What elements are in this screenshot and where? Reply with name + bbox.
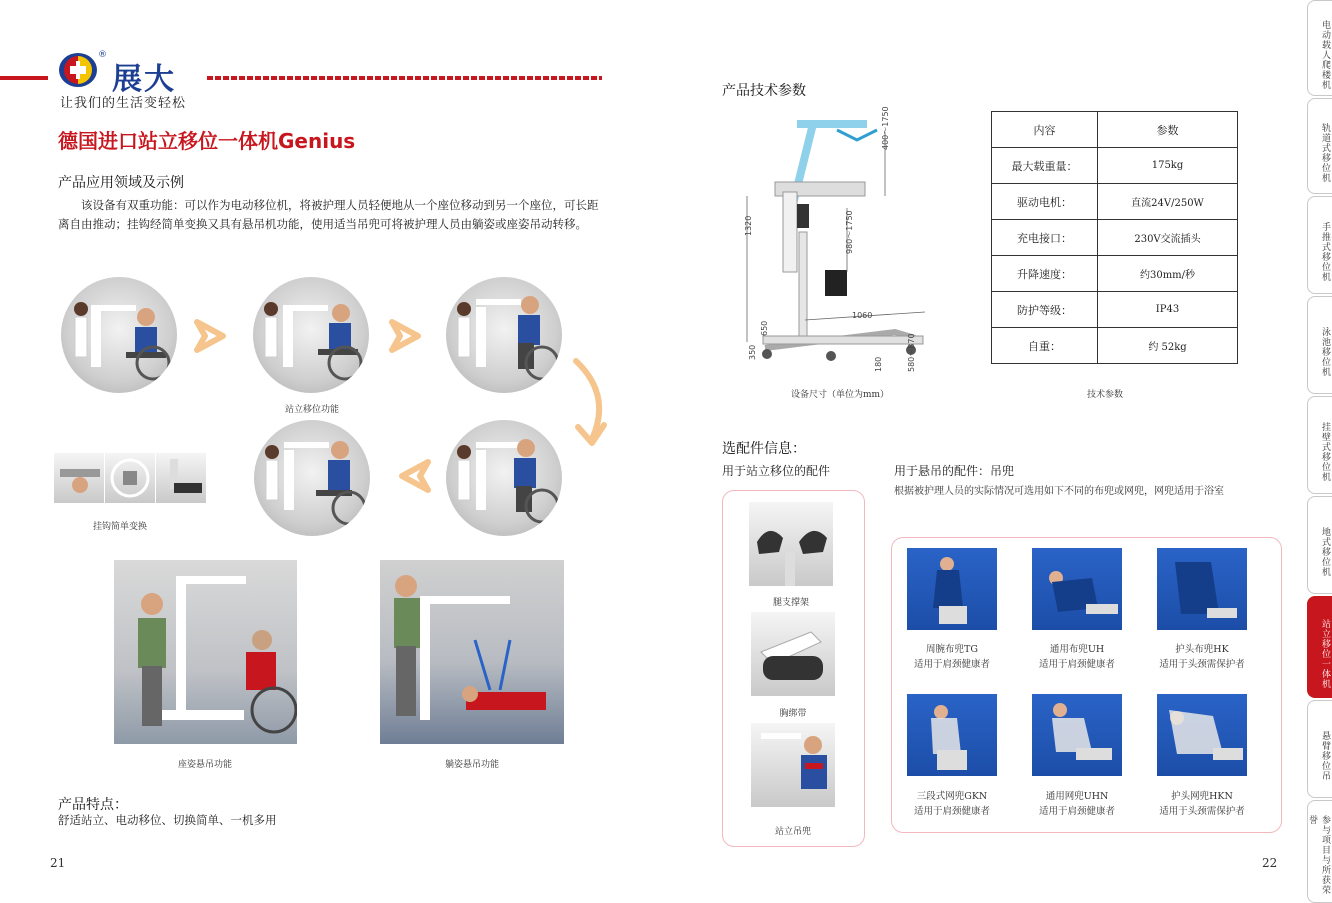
sling-tg-image	[907, 548, 997, 630]
sling-note: 适用于肩颈健康者	[1038, 806, 1115, 817]
dim-base-depth: 650	[760, 320, 769, 336]
caption-hook: 挂钩简单变换	[92, 522, 147, 532]
section-application-heading: 产品应用领域及示例	[58, 175, 184, 191]
arrow-left-icon	[388, 458, 432, 498]
sling-name: 通用布兜UH	[1049, 644, 1105, 655]
sling-note: 适用于肩颈健康者	[1038, 659, 1115, 670]
lie-lift-photo	[380, 560, 564, 744]
leg-support-image	[749, 502, 833, 586]
sling-name: 通用网兜UHN	[1045, 791, 1109, 802]
dim-lift-range: 400～1750	[881, 106, 890, 150]
features-text: 舒适站立、电动移位、切换简单、一机多用	[58, 813, 277, 827]
sit-lift-photo	[114, 560, 297, 744]
tab-wall-lift[interactable]: 挂壁式移位机	[1307, 396, 1332, 494]
sling-note: 适用于肩颈健康者	[913, 806, 990, 817]
spec-row	[992, 220, 1238, 256]
brand-logo-icon	[58, 52, 102, 88]
spec-row	[992, 184, 1238, 220]
sling-uhn-caption	[1022, 789, 1132, 819]
page-number-right: 22	[1262, 856, 1278, 870]
standing-sling-caption: 站立吊兜	[774, 827, 811, 837]
sling-name: 护头网兜HKN	[1171, 791, 1233, 802]
spec-key: 防护等级：	[992, 292, 1098, 328]
section-features-heading: 产品特点：	[58, 797, 128, 813]
spec-row	[992, 256, 1238, 292]
dim-height: 1320	[744, 215, 753, 236]
header-line-left	[0, 76, 48, 80]
caption-lie-lift: 躺姿悬吊功能	[444, 760, 499, 770]
spec-value: 直流24V/250W	[1098, 184, 1238, 220]
standing-sling-image	[751, 723, 835, 807]
spec-table-header	[992, 112, 1238, 148]
sling-note: 适用于头颈需保护者	[1159, 659, 1245, 670]
acc-sling-description: 根据被护理人员的实际情况可选用如下不同的布兜或网兜，网兜适用于浴室	[894, 486, 1224, 497]
acc-sling-title: 用于悬吊的配件：吊兜	[894, 464, 1015, 478]
product-description: 该设备有双重功能：可以作为电动移位机，将被护理人员轻便地从一个座位移动到另一个座位，可长距离自由推动；挂钩经简单变换又具有悬吊机功能，使用适当吊兜可将被护理人员由躺姿或座姿吊动转移。	[58, 198, 599, 231]
sling-note: 适用于肩颈健康者	[913, 659, 990, 670]
sling-gkn-image	[907, 694, 997, 776]
tab-floor-lift[interactable]: 地式移位机	[1307, 496, 1332, 594]
sling-uh-caption	[1022, 642, 1132, 672]
brand-name: 展大	[112, 62, 176, 97]
acc-standing-title: 用于站立移位的配件	[722, 464, 831, 478]
arrow-curve-down-icon	[568, 355, 618, 454]
spec-key: 升降速度：	[992, 256, 1098, 292]
tab-track-lift[interactable]: 轨道式移位机	[1307, 98, 1332, 194]
page-number-left: 21	[50, 856, 66, 870]
sling-gkn-caption	[897, 789, 1007, 819]
arrow-right-1-icon	[193, 318, 237, 358]
transfer-step-5-image	[254, 420, 370, 536]
section-specs-heading: 产品技术参数	[722, 83, 806, 99]
dim-seat: 350	[748, 344, 757, 360]
hook-change-image-3	[156, 453, 206, 503]
transfer-step-3-image	[446, 277, 562, 393]
header-line-right	[207, 76, 602, 80]
spec-key: 自重：	[992, 328, 1098, 364]
spec-value: 约 52kg	[1098, 328, 1238, 364]
tab-manual-lift[interactable]: 手推式移位机	[1307, 196, 1332, 294]
dim-clearance: 180	[874, 356, 883, 372]
spec-header-key: 内容	[992, 112, 1098, 148]
spec-row	[992, 292, 1238, 328]
transfer-step-1-image	[61, 277, 177, 393]
chest-strap-caption: 胸绑带	[779, 709, 807, 719]
sling-uhn-image	[1032, 694, 1122, 776]
hook-change-image-2	[105, 453, 155, 503]
page-title: 德国进口站立移位一体机Genius	[58, 129, 356, 153]
caption-sit-lift: 座姿悬吊功能	[177, 760, 232, 770]
tab-cantilever-lift[interactable]: 悬臂移位吊	[1307, 700, 1332, 798]
sling-name: 周腕布兜TG	[926, 644, 978, 655]
spec-key: 充电接口：	[992, 220, 1098, 256]
dim-arm-range: 980～1750	[845, 210, 854, 254]
tab-standing-lift[interactable]: 站立移位一体机	[1307, 596, 1332, 698]
sling-hkn-image	[1157, 694, 1247, 776]
tab-stair-climber[interactable]: 电动载人爬楼机	[1307, 0, 1332, 96]
sling-hk-image	[1157, 548, 1247, 630]
spec-value: IP43	[1098, 292, 1238, 328]
section-accessories-heading: 选配件信息：	[722, 441, 806, 457]
dim-width-range: 580～870	[907, 333, 916, 372]
spec-row	[992, 148, 1238, 184]
spec-value: 175kg	[1098, 148, 1238, 184]
sling-name: 护头布兜HK	[1175, 644, 1229, 655]
sling-name: 三段式网兜GKN	[916, 791, 988, 802]
transfer-step-4-image	[446, 420, 562, 536]
spec-table	[991, 111, 1238, 364]
sling-tg-caption	[897, 642, 1007, 672]
spec-row	[992, 328, 1238, 364]
diagram-caption: 设备尺寸（单位为mm）	[790, 390, 890, 400]
tab-projects-honors[interactable]: 参与项目与所获荣誉	[1307, 800, 1332, 903]
table-caption: 技术参数	[1086, 390, 1123, 400]
sling-hkn-caption	[1147, 789, 1257, 819]
leg-support-caption: 腿支撑架	[772, 598, 809, 608]
dim-length: 1060	[852, 311, 873, 320]
sling-uh-image	[1032, 548, 1122, 630]
registered-mark: ®	[98, 50, 107, 60]
spec-value: 230V交流插头	[1098, 220, 1238, 256]
sling-note: 适用于头颈需保护者	[1159, 806, 1245, 817]
caption-stand-transfer: 站立移位功能	[284, 405, 339, 415]
spec-value: 约30mm/秒	[1098, 256, 1238, 292]
spec-header-value: 参数	[1098, 112, 1238, 148]
transfer-step-2-image	[253, 277, 369, 393]
tab-pool-lift[interactable]: 泳池移位机	[1307, 296, 1332, 394]
hook-change-image-1	[54, 453, 104, 503]
sling-hk-caption	[1147, 642, 1257, 672]
brand-slogan: 让我们的生活变轻松	[60, 96, 187, 111]
arrow-right-2-icon	[388, 318, 432, 358]
chest-strap-image	[751, 612, 835, 696]
spec-key: 最大载重量：	[992, 148, 1098, 184]
spec-key: 驱动电机：	[992, 184, 1098, 220]
